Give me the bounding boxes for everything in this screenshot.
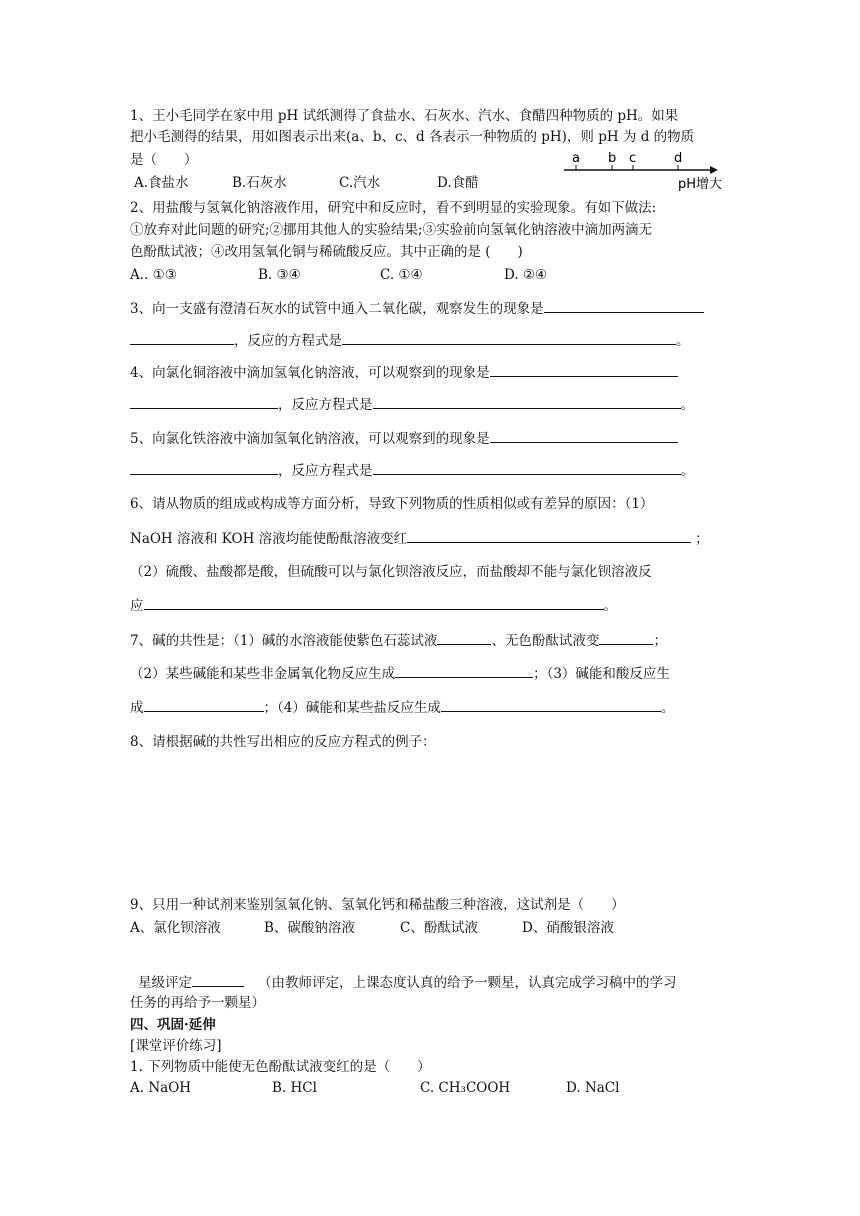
q2-option-c: C. ①④	[380, 267, 423, 283]
q4-text1: 4、向氯化铜溶液中滴加氢氧化钠溶液，可以观察到的现象是	[130, 365, 490, 381]
q5-line1	[130, 428, 730, 449]
q4-answer-blank-1[interactable]	[490, 362, 678, 377]
q5-answer-blank-1[interactable]	[490, 428, 678, 443]
e1-option-b: B. HCl	[272, 1080, 317, 1096]
e1-line: 1. 下列物质中能使无色酚酞试液变红的是（ ）	[130, 1059, 431, 1075]
q4-line1	[130, 362, 730, 383]
q7-line3	[130, 697, 730, 718]
q4-end: 。	[680, 397, 694, 413]
q3-text1: 3、向一支盛有澄清石灰水的试管中通入二氧化碳，观察发生的现象是	[130, 301, 544, 317]
q3-line1	[130, 298, 730, 319]
q3-answer-blank-2[interactable]	[130, 330, 234, 345]
q3-end: 。	[676, 333, 690, 349]
ph-axis-label: pH增大	[678, 177, 723, 192]
q9-options	[130, 918, 730, 938]
q7-line2	[130, 663, 730, 684]
q6-end: 。	[603, 598, 617, 614]
q9-option-d: D、硝酸银溶液	[522, 920, 614, 936]
q6-line2	[130, 528, 730, 549]
rating-blank[interactable]	[192, 972, 244, 987]
q7-oxide-blank[interactable]	[395, 663, 533, 678]
q4-answer-blank-2[interactable]	[130, 394, 278, 409]
q5-equation-blank[interactable]	[373, 460, 681, 475]
ph-scale-arrowhead	[710, 166, 718, 174]
q4-text2: ，反应方程式是	[278, 397, 373, 413]
section-title: 四、巩固·延伸	[130, 1017, 216, 1033]
q1-option-a: A.食盐水	[134, 175, 189, 191]
q6-line3: （2）硫酸、盐酸都是酸，但硫酸可以与氯化钡溶液反应，而盐酸却不能与氯化钡溶液反	[130, 564, 652, 580]
q8-line: 8、请根据碱的共性写出相应的反应方程式的例子：	[130, 734, 436, 750]
q7-text3: 成	[130, 700, 144, 716]
q5-text1: 5、向氯化铁溶液中滴加氢氧化钠溶液，可以观察到的现象是	[130, 431, 490, 447]
q2-line3: 色酚酞试液；④改用氢氧化铜与稀硫酸反应。其中正确的是 ( )	[130, 244, 523, 260]
q7-text3b: ；（4）碱能和某些盐反应生成	[263, 700, 441, 716]
q1-option-b: B.石灰水	[232, 175, 287, 191]
q2-line1: 2、用盐酸与氢氧化钠溶液作用，研究中和反应时，看不到明显的实验现象。有如下做法:	[130, 200, 657, 216]
q2-options	[130, 265, 730, 285]
q6-line4	[130, 595, 730, 616]
e1-option-a: A. NaOH	[130, 1080, 192, 1096]
q2-option-b: B. ③④	[258, 267, 301, 283]
q9-option-c: C、酚酞试液	[400, 920, 478, 936]
e1-options	[130, 1078, 730, 1098]
q6-answer-blank-1[interactable]	[407, 528, 691, 543]
q5-text2: ，反应方程式是	[278, 463, 373, 479]
q2-option-d: D. ②④	[504, 267, 548, 283]
q6-line1: 6、请从物质的组成或构成等方面分析，导致下列物质的性质相似或有差异的原因：（1）	[130, 496, 654, 512]
rating-label: 星级评定	[138, 975, 192, 991]
q7-phenolphthalein-blank[interactable]	[599, 630, 653, 645]
q2-line2: ①放弃对此问题的研究;②挪用其他人的实验结果;③实验前向氢氧化钠溶液中滴加两滴无	[130, 222, 653, 238]
e1-option-d: D. NaCl	[566, 1080, 620, 1096]
q6-text4: 应	[130, 598, 144, 614]
q7-text1b: 、无色酚酞试液变	[491, 633, 600, 649]
q7-end: 。	[660, 700, 675, 716]
e1-option-c: C. CH₃COOH	[420, 1080, 511, 1096]
q3-line2	[130, 330, 730, 351]
q9-option-b: B、碳酸钠溶液	[264, 920, 355, 936]
q6-text2: NaOH 溶液和 KOH 溶液均能使酚酞溶液变红	[130, 531, 408, 547]
q5-answer-blank-2[interactable]	[130, 460, 278, 475]
ph-scale-figure	[560, 148, 736, 194]
q1-option-c: C.汽水	[339, 175, 381, 191]
q7-salt-blank[interactable]	[441, 697, 661, 712]
q3-text2: ，反应的方程式是	[234, 333, 342, 349]
rating-line2: 任务的再给予一颗星）	[130, 995, 265, 1011]
q4-equation-blank[interactable]	[373, 394, 681, 409]
q7-line1	[130, 630, 730, 651]
q1-line1: 1、王小毛同学在家中用 pH 试纸测得了食盐水、石灰水、汽水、食醋四种物质的 pH。如果	[130, 108, 679, 124]
q3-answer-blank-1[interactable]	[544, 298, 704, 313]
q2-option-a: A.. ①③	[130, 267, 177, 283]
ph-label-c: c	[629, 151, 637, 166]
q6-semicolon: ；	[695, 531, 709, 547]
q7-text2: （2）某些碱能和某些非金属氧化物反应生成	[130, 666, 396, 682]
q1-line2: 把小毛测得的结果，用如图表示出来(a、b、c、d 各表示一种物质的 pH)，则 pH 为 d 的物质	[130, 129, 695, 145]
q7-semi1: ；	[653, 633, 667, 649]
ph-label-d: d	[674, 151, 683, 166]
q1-line3: 是（ ）	[130, 152, 198, 168]
ph-label-a: a	[572, 151, 580, 166]
q5-line2	[130, 460, 730, 481]
q7-text1: 7、碱的共性是：（1）碱的水溶液能使紫色石蕊试液	[130, 633, 438, 649]
q9-option-a: A、氯化钡溶液	[130, 920, 221, 936]
q7-litmus-blank[interactable]	[437, 630, 491, 645]
q6-answer-blank-2[interactable]	[144, 595, 604, 610]
q9-line: 9、只用一种试剂来鉴别氢氧化钠、氢氧化钙和稀盐酸三种溶液，这试剂是（ ）	[130, 897, 625, 913]
rating-text: （由教师评定，上课态度认真的给予一颗星，认真完成学习稿中的学习	[258, 975, 677, 991]
q4-line2	[130, 394, 730, 415]
q7-text2b: ；（3）碱能和酸反应生	[533, 666, 670, 682]
q1-option-d: D.食醋	[437, 175, 479, 191]
q8-answer-area[interactable]	[130, 760, 730, 890]
q7-acid-blank[interactable]	[144, 697, 264, 712]
rating-line1	[138, 972, 738, 993]
q5-end: 。	[680, 463, 694, 479]
ph-label-b: b	[608, 151, 617, 166]
section-subtitle: [课堂评价练习]	[130, 1038, 222, 1054]
q3-equation-blank[interactable]	[342, 330, 676, 345]
